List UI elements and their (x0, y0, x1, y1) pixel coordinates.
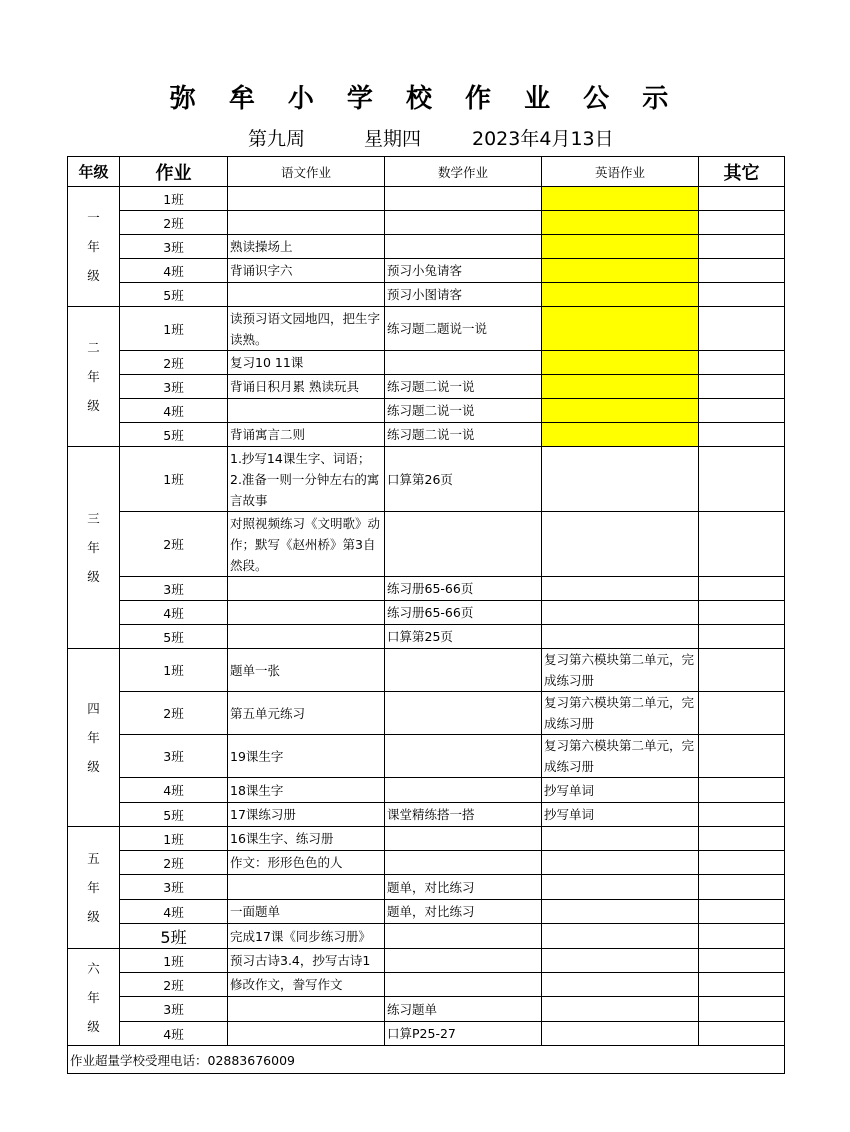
english-homework (542, 924, 699, 949)
math-homework (385, 512, 542, 577)
class-label: 1班 (120, 307, 228, 351)
class-label: 3班 (120, 577, 228, 601)
other-homework (699, 803, 785, 827)
english-homework (542, 211, 699, 235)
grade-char: 二 (87, 340, 100, 355)
other-homework (699, 577, 785, 601)
table-row (68, 625, 785, 649)
math-homework: 练习题二说一说 (385, 375, 542, 399)
homework-table (67, 156, 785, 1074)
other-homework (699, 924, 785, 949)
chinese-homework: 作文：形形色色的人 (228, 851, 385, 875)
table-row (68, 577, 785, 601)
chinese-homework: 17课练习册 (228, 803, 385, 827)
other-homework (699, 875, 785, 900)
grade-char: 年 (87, 369, 100, 384)
table-row (68, 735, 785, 778)
chinese-homework: 背诵寓言二则 (228, 423, 385, 447)
grade-label (68, 949, 120, 1046)
other-homework (699, 351, 785, 375)
complaint-phone: 作业超量学校受理电话：02883676009 (68, 1046, 785, 1074)
grade-label (68, 649, 120, 827)
other-homework (699, 900, 785, 924)
class-label: 4班 (120, 259, 228, 283)
header-grade: 年级 (68, 157, 120, 187)
class-label: 1班 (120, 827, 228, 851)
chinese-homework: 一面题单 (228, 900, 385, 924)
chinese-homework: 题单一张 (228, 649, 385, 692)
table-row (68, 601, 785, 625)
header-row (68, 157, 785, 187)
other-homework (699, 423, 785, 447)
table-row (68, 1022, 785, 1046)
page-title: 弥 牟 小 学 校 作 业 公 示 (169, 84, 681, 114)
grade-char: 级 (87, 398, 100, 413)
math-homework (385, 735, 542, 778)
class-label: 4班 (120, 399, 228, 423)
class-label: 3班 (120, 997, 228, 1022)
english-homework (542, 827, 699, 851)
chinese-homework (228, 625, 385, 649)
table-row (68, 423, 785, 447)
other-homework (699, 649, 785, 692)
table-row (68, 235, 785, 259)
grade-char: 级 (87, 268, 100, 283)
english-homework: 复习第六模块第二单元，完成练习册 (542, 692, 699, 735)
class-label: 5班 (120, 924, 228, 949)
other-homework (699, 447, 785, 512)
class-label: 5班 (120, 283, 228, 307)
grade-char: 一 (87, 210, 100, 225)
math-homework (385, 187, 542, 211)
header-english: 英语作业 (542, 157, 699, 187)
class-label: 2班 (120, 973, 228, 997)
chinese-homework: 熟读操场上 (228, 235, 385, 259)
class-label: 4班 (120, 601, 228, 625)
english-homework (542, 283, 699, 307)
class-label: 3班 (120, 235, 228, 259)
math-homework: 题单，对比练习 (385, 875, 542, 900)
english-homework (542, 851, 699, 875)
chinese-homework (228, 1022, 385, 1046)
class-label: 1班 (120, 949, 228, 973)
class-label: 3班 (120, 735, 228, 778)
header-chinese: 语文作业 (228, 157, 385, 187)
math-homework: 练习册65-66页 (385, 577, 542, 601)
table-row (68, 778, 785, 803)
date-label: 2023年4月13日 (472, 128, 614, 150)
math-homework: 练习册65-66页 (385, 601, 542, 625)
grade-char: 三 (87, 511, 100, 526)
english-homework (542, 949, 699, 973)
other-homework (699, 601, 785, 625)
grade-char: 年 (87, 730, 100, 745)
grade-char: 年 (87, 540, 100, 555)
math-homework: 练习题二说一说 (385, 423, 542, 447)
other-homework (699, 735, 785, 778)
chinese-homework: 第五单元练习 (228, 692, 385, 735)
class-label: 1班 (120, 187, 228, 211)
other-homework (699, 778, 785, 803)
class-label: 1班 (120, 447, 228, 512)
table-row (68, 973, 785, 997)
other-homework (699, 375, 785, 399)
math-homework (385, 351, 542, 375)
math-homework (385, 211, 542, 235)
english-homework (542, 399, 699, 423)
math-homework (385, 778, 542, 803)
class-label: 2班 (120, 692, 228, 735)
chinese-homework: 19课生字 (228, 735, 385, 778)
english-homework: 复习第六模块第二单元，完成练习册 (542, 735, 699, 778)
table-row (68, 851, 785, 875)
grade-label (68, 827, 120, 949)
english-homework (542, 625, 699, 649)
grade-char: 级 (87, 569, 100, 584)
footer-row (68, 1046, 785, 1074)
math-homework (385, 692, 542, 735)
chinese-homework: 1.抄写14课生字、词语；2.准备一则一分钟左右的寓言故事 (228, 447, 385, 512)
table-row (68, 211, 785, 235)
header-homework: 作业 (120, 157, 228, 187)
other-homework (699, 283, 785, 307)
chinese-homework: 对照视频练习《文明歌》动作；默写《赵州桥》第3自然段。 (228, 512, 385, 577)
grade-char: 级 (87, 1018, 100, 1034)
class-label: 2班 (120, 211, 228, 235)
other-homework (699, 211, 785, 235)
grade-char: 级 (87, 909, 100, 924)
chinese-homework: 18课生字 (228, 778, 385, 803)
table-row (68, 692, 785, 735)
math-homework: 练习题二说一说 (385, 399, 542, 423)
grade-label (68, 187, 120, 307)
english-homework (542, 307, 699, 351)
table-row (68, 949, 785, 973)
table-row (68, 259, 785, 283)
english-homework (542, 423, 699, 447)
table-row (68, 649, 785, 692)
math-homework: 预习小兔请客 (385, 259, 542, 283)
grade-char: 级 (87, 759, 100, 774)
chinese-homework (228, 997, 385, 1022)
table-row (68, 307, 785, 351)
other-homework (699, 259, 785, 283)
math-homework (385, 949, 542, 973)
math-homework (385, 973, 542, 997)
week-label: 第九周 (248, 128, 306, 150)
math-homework: 口算P25-27 (385, 1022, 542, 1046)
chinese-homework (228, 211, 385, 235)
table-row (68, 187, 785, 211)
class-label: 3班 (120, 875, 228, 900)
grade-char: 年 (87, 880, 100, 895)
chinese-homework (228, 283, 385, 307)
grade-char: 年 (87, 239, 100, 254)
english-homework: 抄写单词 (542, 778, 699, 803)
math-homework: 口算第25页 (385, 625, 542, 649)
class-label: 5班 (120, 625, 228, 649)
chinese-homework (228, 601, 385, 625)
english-homework (542, 601, 699, 625)
table-row (68, 924, 785, 949)
chinese-homework: 完成17课《同步练习册》 (228, 924, 385, 949)
other-homework (699, 851, 785, 875)
math-homework (385, 924, 542, 949)
chinese-homework: 读预习语文园地四，把生字读熟。 (228, 307, 385, 351)
english-homework (542, 351, 699, 375)
grade-label (68, 447, 120, 649)
other-homework (699, 307, 785, 351)
other-homework (699, 1022, 785, 1046)
class-label: 5班 (120, 423, 228, 447)
header-other: 其它 (699, 157, 785, 187)
math-homework: 练习题二题说一说 (385, 307, 542, 351)
other-homework (699, 625, 785, 649)
math-homework (385, 649, 542, 692)
english-homework (542, 900, 699, 924)
english-homework (542, 235, 699, 259)
other-homework (699, 399, 785, 423)
class-label: 4班 (120, 900, 228, 924)
english-homework (542, 187, 699, 211)
class-label: 1班 (120, 649, 228, 692)
english-homework (542, 512, 699, 577)
other-homework (699, 235, 785, 259)
other-homework (699, 512, 785, 577)
math-homework: 课堂精练搭一搭 (385, 803, 542, 827)
table-row (68, 375, 785, 399)
english-homework: 复习第六模块第二单元，完成练习册 (542, 649, 699, 692)
chinese-homework: 预习古诗3.4，抄写古诗1 (228, 949, 385, 973)
table-row (68, 512, 785, 577)
table-row (68, 283, 785, 307)
chinese-homework: 复习10 11课 (228, 351, 385, 375)
day-label: 星期四 (364, 128, 422, 150)
table-row (68, 447, 785, 512)
math-homework (385, 851, 542, 875)
english-homework (542, 997, 699, 1022)
english-homework (542, 375, 699, 399)
class-label: 2班 (120, 851, 228, 875)
table-row (68, 827, 785, 851)
chinese-homework: 修改作文，誊写作文 (228, 973, 385, 997)
math-homework: 口算第26页 (385, 447, 542, 512)
chinese-homework (228, 399, 385, 423)
english-homework (542, 259, 699, 283)
class-label: 2班 (120, 512, 228, 577)
other-homework (699, 949, 785, 973)
math-homework (385, 235, 542, 259)
english-homework (542, 973, 699, 997)
english-homework (542, 1022, 699, 1046)
table-row (68, 875, 785, 900)
grade-char: 四 (87, 701, 100, 716)
class-label: 5班 (120, 803, 228, 827)
chinese-homework: 16课生字、练习册 (228, 827, 385, 851)
grade-char: 五 (87, 851, 100, 866)
table-row (68, 997, 785, 1022)
class-label: 2班 (120, 351, 228, 375)
english-homework (542, 875, 699, 900)
header-math: 数学作业 (385, 157, 542, 187)
chinese-homework (228, 187, 385, 211)
other-homework (699, 692, 785, 735)
table-row (68, 900, 785, 924)
math-homework (385, 827, 542, 851)
english-homework: 抄写单词 (542, 803, 699, 827)
math-homework: 预习小图请客 (385, 283, 542, 307)
table-row (68, 399, 785, 423)
other-homework (699, 827, 785, 851)
english-homework (542, 447, 699, 512)
grade-char: 六 (87, 960, 100, 976)
chinese-homework (228, 875, 385, 900)
chinese-homework (228, 577, 385, 601)
math-homework: 题单，对比练习 (385, 900, 542, 924)
math-homework: 练习题单 (385, 997, 542, 1022)
table-body (68, 187, 785, 1046)
chinese-homework: 背诵日积月累 熟读玩具 (228, 375, 385, 399)
other-homework (699, 997, 785, 1022)
class-label: 4班 (120, 778, 228, 803)
class-label: 3班 (120, 375, 228, 399)
other-homework (699, 187, 785, 211)
chinese-homework: 背诵识字六 (228, 259, 385, 283)
class-label: 4班 (120, 1022, 228, 1046)
other-homework (699, 973, 785, 997)
english-homework (542, 577, 699, 601)
grade-label (68, 307, 120, 447)
table-row (68, 351, 785, 375)
table-row (68, 803, 785, 827)
grade-char: 年 (87, 989, 100, 1005)
